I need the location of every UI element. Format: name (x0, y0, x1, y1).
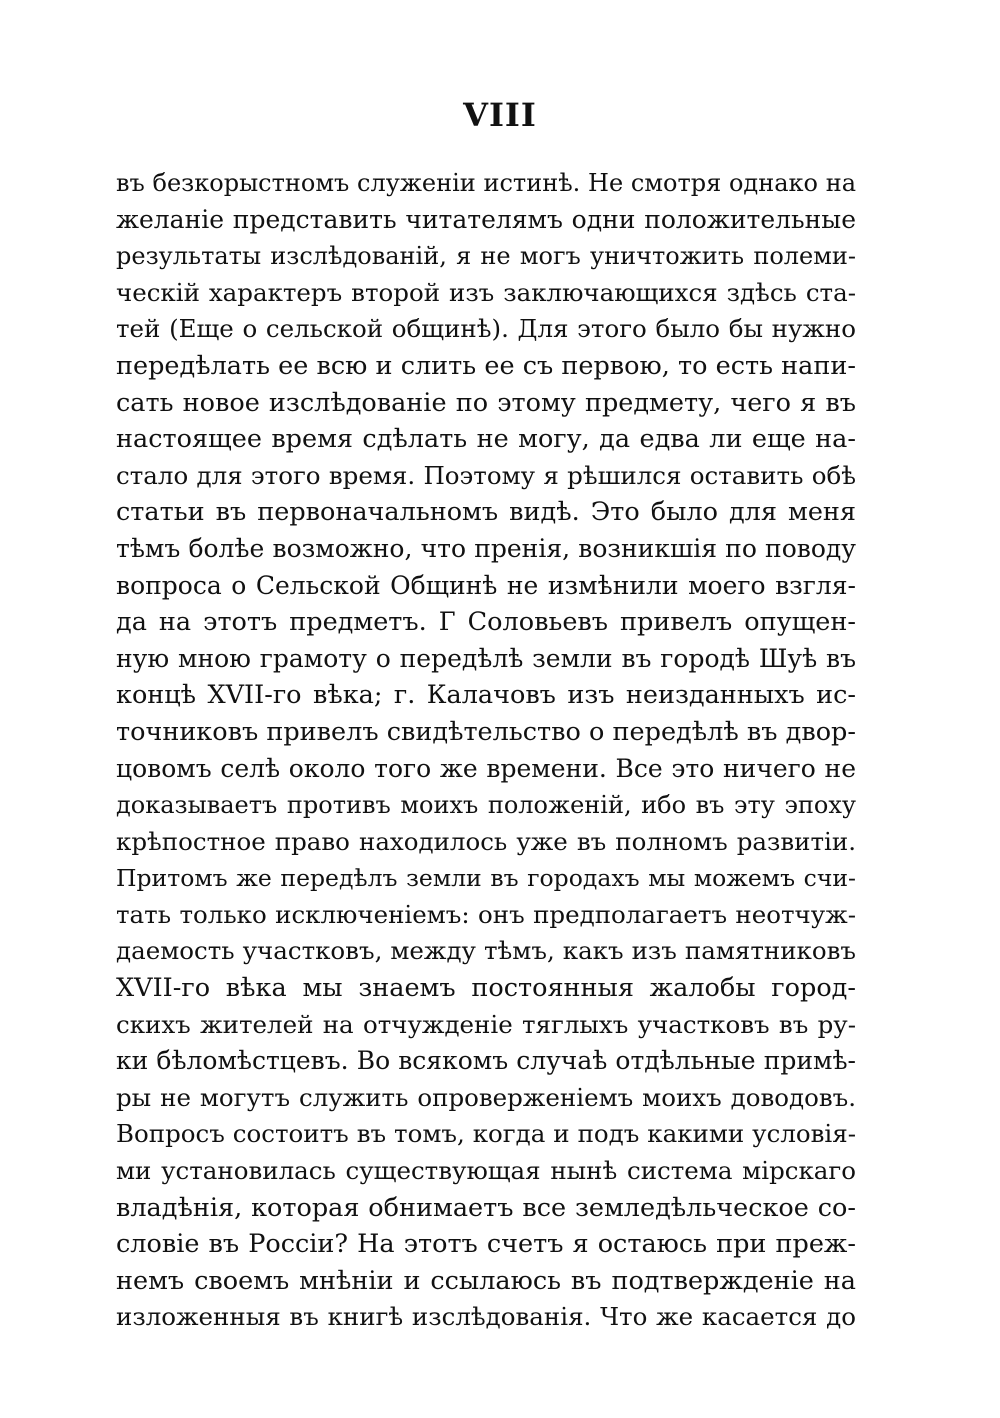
text-line: сать новое изслѣдованіе по этому предмету, чего я въ (116, 387, 856, 418)
text-line: да на этотъ предметъ. Г Соловьевъ привелъ опущен- (116, 607, 856, 638)
text-line: передѣлать ее всю и слить ее съ первою, то есть напи- (116, 350, 856, 381)
text-line: крѣпостное право находилось уже въ полномъ развитіи. (116, 826, 856, 856)
text-line: желаніе представить читателямъ одни положительные (116, 204, 856, 234)
text-line: ческій характеръ второй изъ заключающихся здѣсь ста- (116, 277, 856, 307)
text-line: ми установилась существующая нынѣ система мірскаго (116, 1156, 856, 1186)
text-line: изложенныя въ книгѣ изслѣдованія. Что же касается до (116, 1302, 856, 1332)
text-line: тей (Еще о сельской общинѣ). Для этого было бы нужно (116, 314, 856, 344)
text-line: въ безкорыстномъ служеніи истинѣ. Не смотря однако на (116, 169, 856, 197)
text-line: владѣнія, которая обнимаетъ все земледѣльческое со- (116, 1192, 856, 1223)
text-line: Вопросъ состоитъ въ томъ, когда и подъ какими условія- (116, 1119, 856, 1149)
text-line: ры не могутъ служить опроверженіемъ моихъ доводовъ. (116, 1082, 856, 1112)
text-line: точниковъ привелъ свидѣтельство о передѣлѣ въ двор- (116, 716, 856, 747)
text-line: цовомъ селѣ около того же времени. Все это ничего не (116, 753, 856, 783)
text-line: доказываетъ противъ моихъ положеній, ибо въ эту эпоху (116, 791, 856, 820)
text-line: XVII-го вѣка мы знаемъ постоянныя жалобы город- (116, 973, 856, 1004)
text-line: немъ своемъ мнѣніи и ссылаюсь въ подтвержденіе на (116, 1265, 856, 1296)
text-line: тѣмъ болѣе возможно, что пренія, возникшія по поводу (116, 533, 856, 563)
page-number: VIII (463, 96, 537, 134)
text-line: настоящее время сдѣлать не могу, да едва ли еще на- (116, 424, 856, 455)
text-line: концѣ XVII-го вѣка; г. Калачовъ изъ неизданныхъ ис- (116, 680, 856, 711)
text-line: словіе въ Россіи? На этотъ счетъ я остаюсь при преж- (116, 1229, 856, 1260)
body-text (116, 165, 856, 1336)
text-line: Притомъ же передѣлъ земли въ городахъ мы можемъ счи- (116, 864, 856, 893)
text-line: статьи въ первоначальномъ видѣ. Это было для меня (116, 497, 856, 528)
text-line: стало для этого время. Поэтому я рѣшился оставить обѣ (116, 460, 856, 490)
text-line: ную мною грамоту о передѣлѣ земли въ городѣ Шуѣ въ (116, 643, 856, 673)
text-line: результаты изслѣдованій, я не могъ уничтожить полеми- (116, 242, 856, 271)
text-line: скихъ жителей на отчужденіе тяглыхъ участковъ въ ру- (116, 1009, 856, 1039)
text-line: даемость участковъ, между тѣмъ, какъ изъ памятниковъ (116, 936, 856, 966)
text-line: ки бѣломѣстцевъ. Во всякомъ случаѣ отдѣльные примѣ- (116, 1046, 856, 1076)
text-line: тать только исключеніемъ: онъ предполагаетъ неотчуж- (116, 899, 856, 929)
text-line: вопроса о Сельской Общинѣ не измѣнили моего взгля- (116, 570, 856, 600)
